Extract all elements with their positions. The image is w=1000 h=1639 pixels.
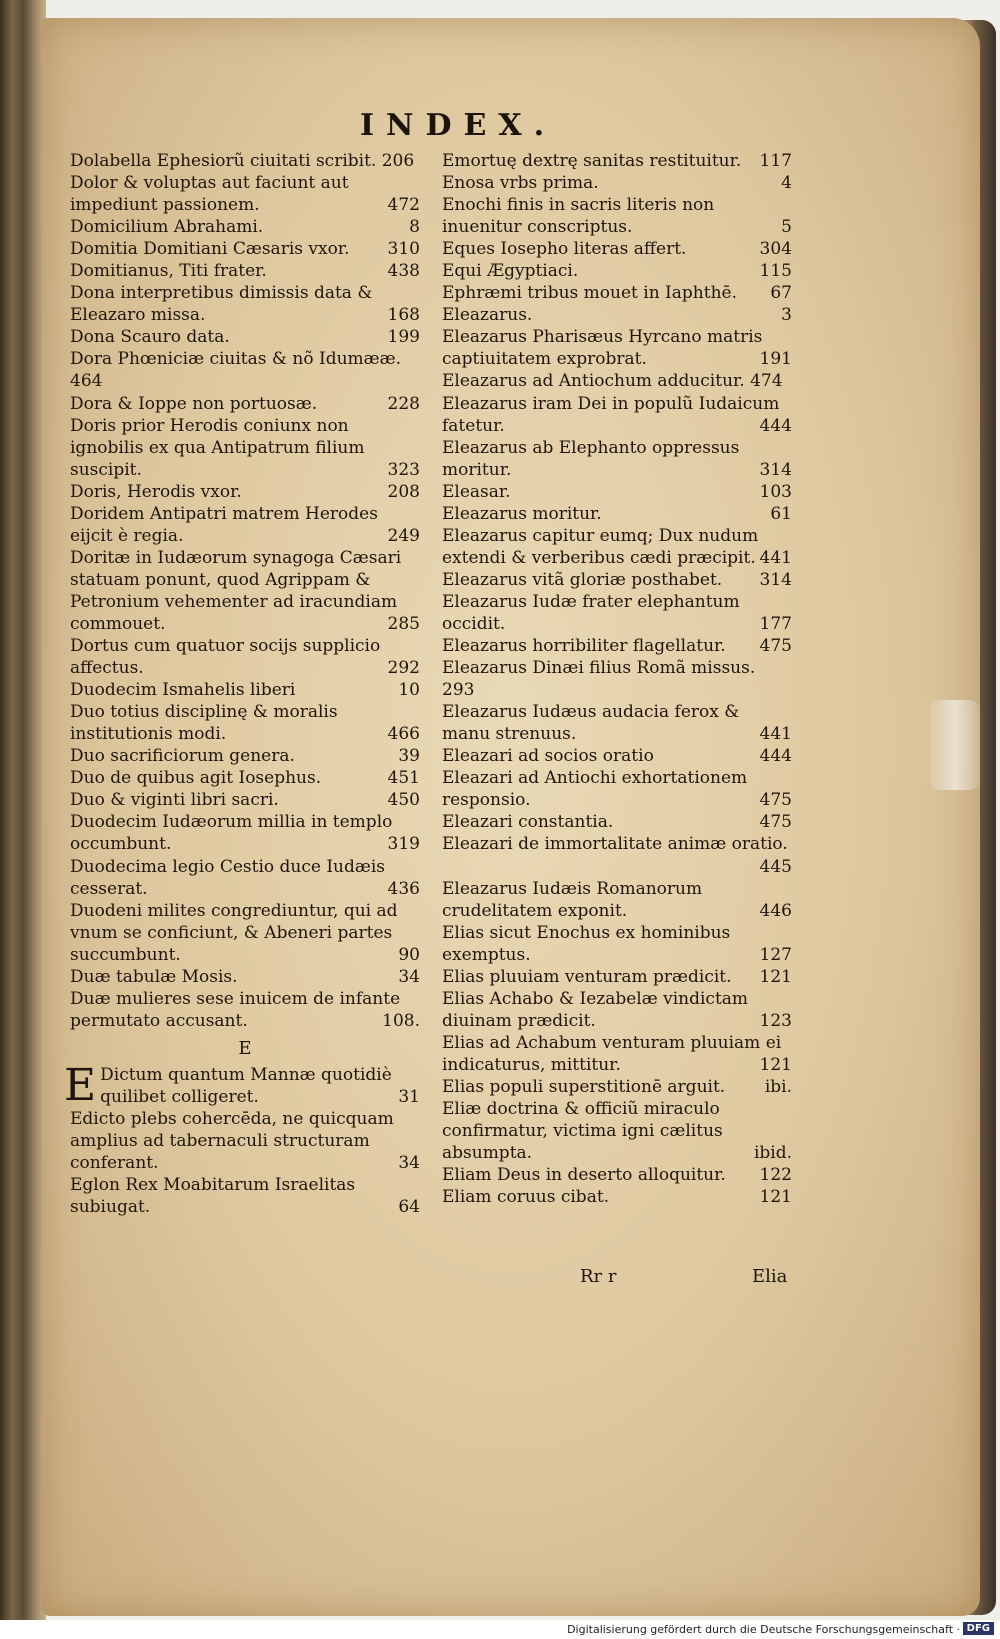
entry-page-number: 5 — [781, 217, 792, 238]
index-entry — [70, 415, 420, 481]
section-letter: E — [238, 1037, 252, 1059]
entry-page-number: 314 — [759, 459, 792, 480]
entry-page-number: 475 — [759, 636, 792, 657]
entry-page-number: 4 — [781, 173, 792, 194]
entry-text: Eliæ doctrina & officiũ miraculo confirmatur, victima igni cælitus absumpta. — [442, 1099, 723, 1164]
entry-page-number: 310 — [387, 239, 420, 260]
index-entry — [442, 767, 792, 811]
index-entry — [442, 657, 792, 701]
entry-page-number: 90 — [398, 944, 420, 965]
entry-page-number: 450 — [387, 790, 420, 811]
index-entry — [442, 150, 792, 172]
entry-text: Domitianus, Titi frater. — [70, 261, 267, 282]
entry-text: Dolabella Ephesiorũ ciuitati scribit. 206 — [70, 151, 415, 171]
entry-text: Eleazari ad Antiochi exhortationem responsio. — [442, 768, 748, 811]
entry-text: Eleazarus capitur eumq; Dux nudum extendi & verberibus cædi præcipit. — [442, 525, 759, 568]
index-entry — [442, 988, 792, 1032]
entry-page-number: 168 — [387, 305, 420, 326]
entry-page-number: 199 — [387, 327, 420, 348]
entry-page-number: 64 — [398, 1197, 420, 1218]
entry-page-number: 121 — [759, 1187, 792, 1208]
entry-page-number: 61 — [770, 503, 792, 524]
index-entry — [442, 260, 792, 282]
index-entry — [442, 701, 792, 745]
entry-page-number: 67 — [770, 283, 792, 304]
entry-page-number: 441 — [759, 547, 792, 568]
entry-text: Edicto plebs cohercēda, ne quicquam amplius ad tabernaculi structuram conferant. — [70, 1109, 394, 1174]
entry-text: Duo sacrificiorum genera. — [70, 746, 295, 767]
entry-page-number: 228 — [387, 393, 420, 414]
entry-page-number: ibi. — [764, 1076, 792, 1097]
entry-page-number: 8 — [409, 217, 420, 238]
entry-text: Emortuę dextrę sanitas restituitur. — [442, 151, 742, 171]
entry-text: Eleazarus vitã gloriæ posthabet. — [442, 569, 723, 590]
entry-text: Eleasar. — [442, 481, 511, 502]
index-entry — [70, 966, 420, 988]
entry-page-number: 314 — [759, 569, 792, 590]
index-entry — [70, 238, 420, 260]
index-entry — [70, 679, 420, 701]
entry-text: Dona Scauro data. — [70, 327, 230, 348]
entry-text: Elias sicut Enochus ex hominibus exemptus. — [442, 922, 731, 965]
entry-text: Eleazarus iram Dei in populũ Iudaicum fatetur. — [442, 393, 780, 436]
entry-page-number: 127 — [759, 944, 792, 965]
index-entry — [70, 988, 420, 1032]
index-entry — [70, 789, 420, 811]
entry-page-number: 115 — [759, 261, 792, 282]
entry-text: Duodecim Ismahelis liberi — [70, 680, 296, 701]
entry-page-number: 446 — [759, 900, 792, 921]
entry-text: Doris, Herodis vxor. — [70, 481, 242, 502]
entry-text: Elias pluuiam venturam prædicit. — [442, 966, 732, 987]
index-entry — [442, 591, 792, 635]
entry-page-number: 438 — [387, 261, 420, 282]
facing-page-margin-text — [2, 140, 20, 1440]
entry-text: Duodeni milites congrediuntur, qui ad vnum se conficiunt, & Abeneri partes succumbunt. — [70, 900, 398, 965]
index-entry — [442, 172, 792, 194]
index-column-left — [64, 150, 420, 1218]
entry-text: Duodecim Iudæorum millia in templo occumbunt. — [70, 812, 393, 855]
entry-text: Domicilium Abrahami. — [70, 217, 264, 238]
entry-text: Ephræmi tribus mouet in Iaphthē. — [442, 283, 737, 304]
entry-text: Eleazarus horribiliter flagellatur. — [442, 636, 726, 657]
entry-text: Elias Achabo & Iezabelæ vindictam diuinam prædicit. — [442, 988, 749, 1031]
entry-text: Dona interpretibus dimissis data & Eleazaro missa. — [70, 283, 373, 326]
entry-text: Duæ tabulæ Mosis. — [70, 966, 238, 987]
entry-page-number: 103 — [759, 481, 792, 502]
entry-text: Elias populi superstitionē arguit. — [442, 1076, 726, 1097]
entry-text: Dictum quantum Mannæ quotidiè quilibet colligeret. — [100, 1064, 392, 1107]
signature-mark: Rr r — [580, 1266, 617, 1287]
entry-page-number: 122 — [759, 1165, 792, 1186]
entry-text: Eleazarus Iudæis Romanorum crudelitatem exponit. — [442, 878, 703, 921]
entry-text: Eleazarus ab Elephanto oppressus moritur. — [442, 437, 740, 480]
index-entry — [70, 811, 420, 855]
entry-page-number: 441 — [759, 724, 792, 745]
entry-page-number: 10 — [398, 680, 420, 701]
index-entry — [70, 393, 420, 415]
entry-page-number: 475 — [759, 790, 792, 811]
entry-text: Enochi finis in sacris literis non inuenitur conscriptus. — [442, 195, 715, 238]
entry-page-number: 31 — [398, 1086, 420, 1107]
entry-page-number: 117 — [759, 151, 792, 171]
digitization-credit: Digitalisierung gefördert durch die Deutsche Forschungsgemeinschaft · — [567, 1623, 960, 1636]
index-entry — [442, 370, 792, 392]
page-header: INDEX. — [360, 108, 557, 143]
index-entry — [442, 437, 792, 481]
index-entry — [442, 1186, 792, 1208]
entry-page-number: 472 — [387, 195, 420, 216]
entry-page-number: 323 — [387, 459, 420, 480]
entry-text: Doritæ in Iudæorum synagoga Cæsari statuam ponunt, quod Agrippam & Petronium vehementer ad iracundiam commouet. — [70, 547, 402, 634]
index-entry — [442, 811, 792, 833]
entry-page-number: 475 — [759, 812, 792, 833]
dfg-logo: DFG — [963, 1622, 994, 1635]
index-entry — [442, 481, 792, 503]
index-entry — [70, 481, 420, 503]
entry-text: Eleazarus Iudæus audacia ferox & manu strenuus. — [442, 702, 740, 745]
index-entry — [442, 194, 792, 238]
index-entry — [442, 635, 792, 657]
entry-page-number: 445 — [759, 856, 792, 877]
index-entry — [70, 260, 420, 282]
index-entry — [64, 1059, 420, 1111]
entry-text: Eliam coruus cibat. — [442, 1187, 610, 1208]
entry-page-number: 123 — [759, 1010, 792, 1031]
entry-text: Enosa vrbs prima. — [442, 173, 599, 194]
index-entry — [70, 767, 420, 789]
entry-page-number: 3 — [781, 305, 792, 326]
index-entry — [442, 1076, 792, 1098]
index-entry — [70, 547, 420, 635]
index-column-right — [442, 150, 792, 1208]
index-entry — [442, 304, 792, 326]
index-entry — [442, 966, 792, 988]
entry-page-number: 108. — [382, 1010, 420, 1031]
entry-text: Dortus cum quatuor socijs supplicio affectus. — [70, 636, 381, 679]
entry-page-number: 34 — [398, 1153, 420, 1174]
index-entry — [442, 326, 792, 370]
entry-page-number: 319 — [387, 834, 420, 855]
index-entry — [70, 856, 420, 900]
entry-text: Dora & Ioppe non portuosæ. — [70, 393, 318, 414]
drop-cap: E — [64, 1059, 97, 1111]
entry-page-number: 292 — [387, 658, 420, 679]
entry-page-number: 39 — [398, 746, 420, 767]
entry-text: Eleazari de immortalitate animæ oratio. — [442, 834, 788, 855]
entry-page-number: 249 — [387, 525, 420, 546]
index-entry — [70, 701, 420, 745]
entry-page-number: 466 — [387, 724, 420, 745]
index-entry — [442, 238, 792, 260]
index-entry — [442, 503, 792, 525]
entry-text: Dolor & voluptas aut faciunt aut impediunt passionem. — [70, 173, 349, 216]
entry-text: Elias ad Achabum venturam pluuiam ei indicaturus, mittitur. — [442, 1032, 782, 1075]
entry-page-number: 191 — [759, 349, 792, 370]
entry-text: Domitia Domitiani Cæsaris vxor. — [70, 239, 350, 260]
entry-page-number: ibid. — [753, 1143, 792, 1164]
entry-text: Eques Iosepho literas affert. — [442, 239, 687, 260]
entry-text: Doris prior Herodis coniunx non ignobilis ex qua Antipatrum filium suscipit. — [70, 415, 365, 480]
entry-page-number: 304 — [759, 239, 792, 260]
index-entry — [442, 1098, 792, 1164]
index-entry — [442, 569, 792, 591]
index-entry — [70, 1108, 420, 1174]
entry-text: Eleazari constantia. — [442, 812, 614, 833]
index-entry — [70, 150, 420, 172]
entry-page-number: 121 — [759, 1054, 792, 1075]
entry-text: Eleazarus Iudæ frater elephantum occidit. — [442, 591, 740, 634]
entry-text: Eglon Rex Moabitarum Israelitas subiugat. — [70, 1175, 356, 1218]
index-entry — [442, 525, 792, 569]
index-entry — [70, 282, 420, 326]
index-entry — [70, 900, 420, 966]
catchword: Elia — [752, 1266, 788, 1287]
entry-text: Equi Ægyptiaci. — [442, 261, 579, 282]
entry-page-number: 177 — [759, 613, 792, 634]
entry-page-number: 436 — [387, 878, 420, 899]
index-entry — [442, 745, 792, 767]
index-entry — [70, 172, 420, 216]
index-entry — [70, 745, 420, 767]
index-entry — [442, 878, 792, 922]
entry-text: Duo totius disciplinę & moralis institutionis modi. — [70, 702, 338, 745]
entry-page-number: 34 — [398, 966, 420, 987]
entry-text: Duo de quibus agit Iosephus. — [70, 768, 322, 789]
index-entry — [442, 1164, 792, 1186]
entry-page-number: 444 — [759, 415, 792, 436]
index-entry — [442, 282, 792, 304]
entry-text: Dora Phœniciæ ciuitas & nõ Idumææ. 464 — [70, 349, 402, 392]
entry-text: Eleazarus. — [442, 305, 533, 326]
entry-text: Duæ mulieres sese inuicem de infante permutato accusant. — [70, 988, 401, 1031]
entry-text: Eleazari ad socios oratio — [442, 746, 654, 767]
index-entry — [442, 1032, 792, 1076]
index-entry — [442, 922, 792, 966]
entry-page-number: 285 — [387, 613, 420, 634]
entry-page-number: 208 — [387, 481, 420, 502]
entry-page-number: 444 — [759, 746, 792, 767]
entry-text: Doridem Antipatri matrem Herodes eijcit è regia. — [70, 503, 378, 546]
entry-page-number: 121 — [759, 966, 792, 987]
entry-text: Eleazarus ad Antiochum adducitur. 474 — [442, 371, 783, 392]
index-entry — [70, 635, 420, 679]
index-entry — [70, 503, 420, 547]
page-clip — [930, 700, 980, 790]
entry-page-number: 451 — [387, 768, 420, 789]
index-entry — [70, 326, 420, 348]
entry-text: Eliam Deus in deserto alloquitur. — [442, 1165, 726, 1186]
index-entry — [70, 348, 420, 392]
index-entry — [70, 216, 420, 238]
index-entry — [70, 1174, 420, 1218]
entry-text: Duodecima legio Cestio duce Iudæis cesserat. — [70, 856, 386, 899]
entry-text: Eleazarus Dinæi filius Romã missus. 293 — [442, 658, 756, 701]
entry-text: Duo & viginti libri sacri. — [70, 790, 279, 811]
index-entry — [442, 393, 792, 437]
entry-text: Eleazarus Pharisæus Hyrcano matris captiuitatem exprobrat. — [442, 327, 763, 370]
index-entry — [442, 833, 792, 877]
entry-text: Eleazarus moritur. — [442, 503, 602, 524]
